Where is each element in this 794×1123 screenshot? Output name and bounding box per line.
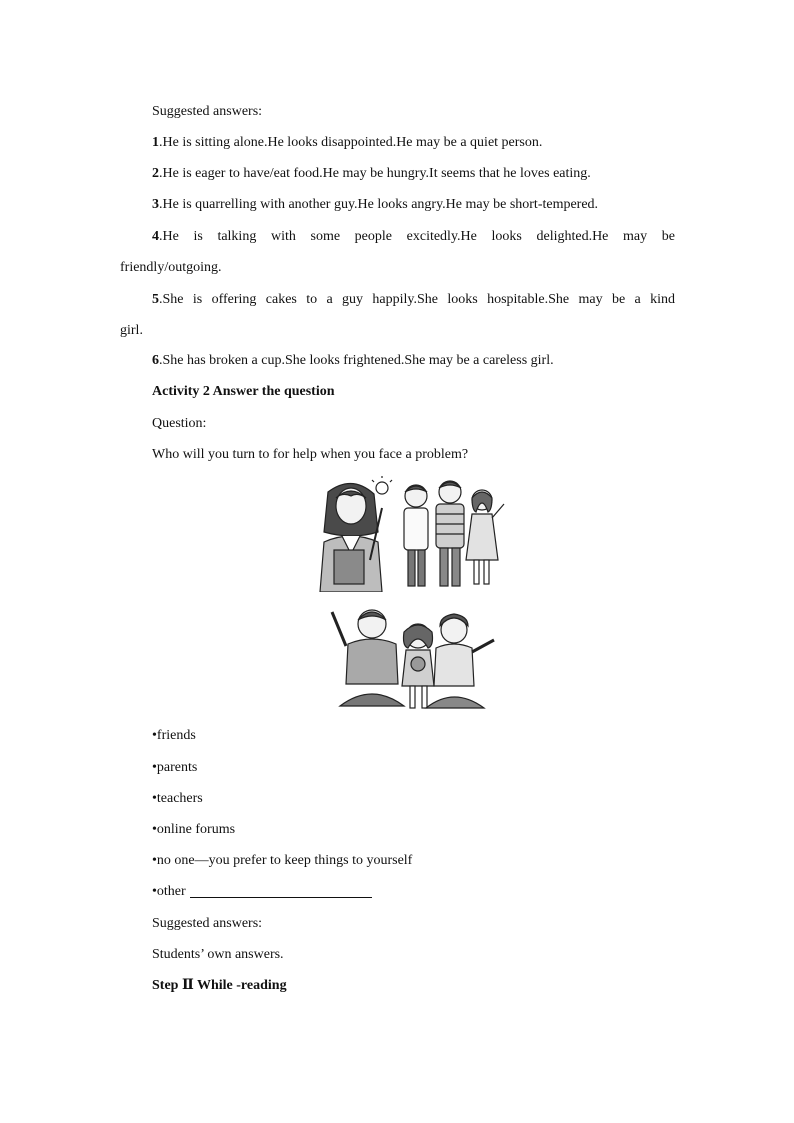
- answer-text-continued: friendly/outgoing.: [120, 260, 222, 275]
- question-label: Question:: [152, 416, 207, 431]
- step-heading: Step Ⅱ While -reading: [152, 978, 287, 993]
- answer-number: 2: [152, 166, 159, 181]
- answer-5: [120, 284, 675, 346]
- option-no-one: •no one—you prefer to keep things to yourself: [152, 853, 413, 868]
- answer-2: [152, 165, 591, 183]
- option-other: [152, 883, 372, 901]
- answer-4: [120, 221, 675, 283]
- teacher-and-friends-illustration: [312, 474, 514, 592]
- answer-text: .She has broken a cup.She looks frightened.She may be a careless girl.: [159, 353, 554, 368]
- option-parents: •parents: [152, 760, 198, 775]
- option-online-forums: •online forums: [152, 822, 236, 837]
- family-illustration: [326, 602, 502, 714]
- suggested-answers-label: Suggested answers:: [152, 104, 263, 119]
- answer-number: 3: [152, 197, 159, 212]
- answer-number: 4: [152, 229, 159, 244]
- answer-text: .He is eager to have/eat food.He may be hungry.It seems that he loves eating.: [159, 166, 591, 181]
- answer-1: [152, 134, 542, 152]
- answer-text: .She is offering cakes to a guy happily.She looks hospitable.She may be a kind: [159, 292, 675, 307]
- option-friends: •friends: [152, 728, 196, 743]
- answer-3: [152, 196, 598, 214]
- answer-text: .He is quarrelling with another guy.He looks angry.He may be short-tempered.: [159, 197, 599, 212]
- answer-blank: [190, 883, 372, 898]
- students-own-answers: Students’ own answers.: [152, 947, 284, 962]
- answer-text: .He is sitting alone.He looks disappointed.He may be a quiet person.: [159, 135, 543, 150]
- option-teachers: •teachers: [152, 791, 203, 806]
- activity-2-heading: Activity 2 Answer the question: [152, 384, 335, 399]
- suggested-answers-label-2: Suggested answers:: [152, 916, 263, 931]
- answer-text: .He is talking with some people excitedly.He looks delighted.He may be: [159, 229, 675, 244]
- answer-number: 6: [152, 353, 159, 368]
- answer-number: 5: [152, 292, 159, 307]
- answer-text-continued: girl.: [120, 323, 143, 338]
- option-other-label: •other: [152, 884, 186, 899]
- answer-6: [152, 352, 554, 370]
- question-text: Who will you turn to for help when you face a problem?: [152, 447, 469, 462]
- answer-number: 1: [152, 135, 159, 150]
